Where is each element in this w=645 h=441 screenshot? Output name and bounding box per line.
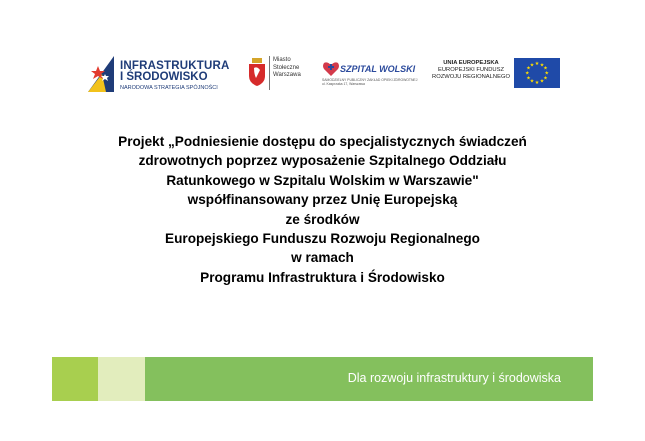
footer-bar — [52, 357, 593, 401]
hospital-heart-icon — [322, 60, 340, 78]
body-line-6: Europejskiego Funduszu Rozwoju Regionalnego — [165, 231, 480, 247]
warsaw-crest-icon — [248, 58, 266, 86]
hospital-subtitle — [322, 78, 417, 86]
warsaw-line-2: Stołeczne — [273, 64, 300, 71]
eu-logo — [428, 58, 568, 92]
svg-text:★: ★ — [534, 80, 540, 86]
star-emblem-icon — [84, 52, 120, 96]
eu-line-2: EUROPEJSKI FUNDUSZ — [437, 67, 505, 73]
warsaw-line-1: Miasto — [273, 57, 291, 63]
body-line-1: Projekt „Podniesienie dostępu do specjalistycznych świadczeń — [118, 134, 527, 149]
svg-text:★: ★ — [526, 75, 531, 82]
svg-text:★: ★ — [543, 65, 548, 72]
infrastruktura-title: INFRASTRUKTURA — [120, 60, 230, 72]
body-line-8: Programu Infrastruktura i Środowisko — [200, 269, 445, 285]
eu-line-1: UNIA EUROPEJSKA — [443, 60, 499, 66]
hospital-sub-line-1: SAMODZIELNY PUBLICZNY ZAKŁAD OPIEKI ZDROWOTNEJ — [322, 78, 418, 82]
infrastruktura-logo — [84, 52, 234, 96]
warszawa-logo — [246, 54, 316, 94]
footer-block-1 — [52, 357, 98, 401]
svg-text:★: ★ — [539, 78, 545, 85]
warsaw-line-3: Warszawa — [273, 72, 301, 78]
svg-text:★: ★ — [524, 70, 530, 77]
strategy-subtitle: NARODOWA STRATEGIA SPÓJNOŚCI — [120, 85, 218, 91]
body-line-4: współfinansowany przez Unię Europejską — [187, 192, 458, 208]
body-line-7: w ramach — [291, 250, 354, 266]
svg-text:★: ★ — [543, 75, 548, 82]
footer-slogan: Dla rozwoju infrastruktury i środowiska — [347, 371, 561, 385]
warsaw-separator — [269, 56, 270, 90]
hospital-name: SZPITAL WOLSKI — [340, 64, 416, 74]
svg-text:★: ★ — [544, 70, 550, 77]
svg-text:★: ★ — [526, 65, 531, 72]
srodowisko-title: I ŚRODOWISKO — [120, 71, 208, 83]
body-line-2: zdrowotnych poprzez wyposażenie Szpitalnego Oddziału — [138, 153, 507, 169]
body-line-3: Ratunkowego w Szpitalu Wolskim w Warszawie" — [166, 172, 479, 188]
svg-text:★: ★ — [529, 62, 535, 69]
eu-flag-icon — [514, 58, 560, 88]
svg-text:★: ★ — [534, 61, 540, 67]
logo-strip — [0, 48, 645, 98]
szpital-wolski-logo — [322, 58, 417, 94]
svg-text:★: ★ — [539, 62, 545, 69]
project-description — [60, 132, 585, 287]
eu-line-3: ROZWOJU REGIONALNEGO — [432, 74, 510, 80]
footer-block-2 — [98, 357, 145, 401]
warsaw-text — [273, 57, 301, 80]
body-line-5: ze środków — [285, 211, 360, 227]
hospital-sub-line-2: ul. Kasprzaka 17, Warszawa — [322, 82, 365, 86]
eu-text — [428, 60, 514, 81]
svg-text:★: ★ — [529, 78, 535, 85]
